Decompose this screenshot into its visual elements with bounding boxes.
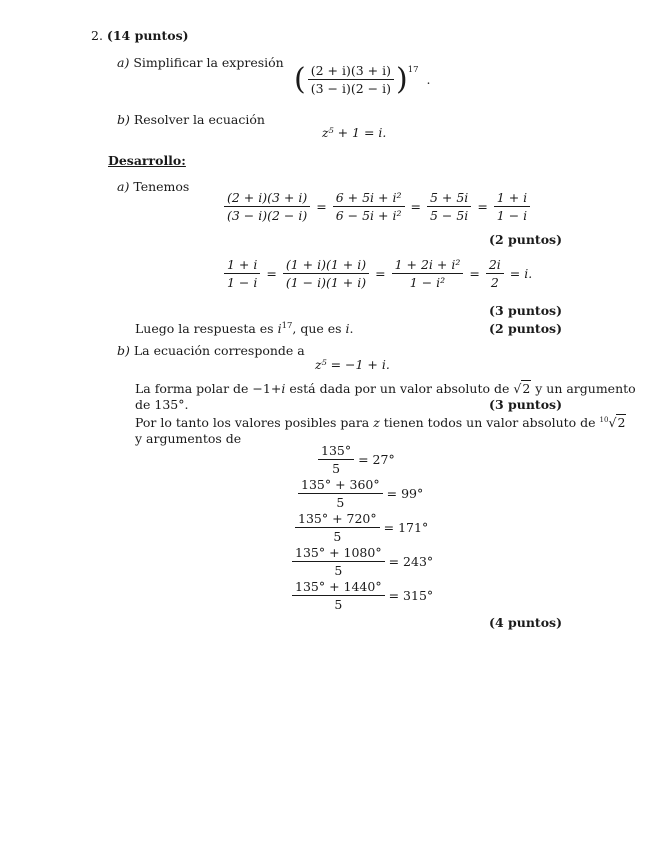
expression-denominator: (3 − i)(2 − i)	[310, 81, 391, 96]
solution-b-intro	[117, 343, 305, 358]
step2-frac4-den: 2	[490, 275, 499, 290]
step1-frac1	[224, 190, 310, 223]
solution-b-label: b)	[117, 343, 130, 358]
equals: =	[316, 199, 327, 214]
step2-frac1	[224, 257, 260, 290]
values-post: tienen todos un valor absoluto de	[379, 415, 600, 430]
arg4-frac	[292, 545, 385, 578]
expression-fraction	[308, 63, 394, 96]
answer-post: , que es	[292, 321, 346, 336]
step2-frac4	[486, 257, 504, 290]
step1-frac1-num: (2 + i)(3 + i)	[224, 190, 310, 207]
values-z: z	[373, 415, 380, 430]
arg4-num: 135° + 1080°	[292, 545, 385, 562]
arg3-num: 135° + 720°	[295, 511, 380, 528]
equals: =	[410, 199, 421, 214]
points-3: (2 puntos)	[489, 321, 562, 336]
tenth-root: √2	[608, 415, 626, 430]
step1-frac4	[494, 190, 530, 223]
root-radicand: 2	[617, 415, 626, 430]
step1-equation	[222, 190, 532, 223]
problem-header	[91, 28, 189, 43]
equals: =	[477, 199, 488, 214]
arg-row-4	[290, 545, 433, 578]
arg3-den: 5	[333, 529, 342, 544]
step2-frac2-num: (1 + i)(1 + i)	[283, 257, 369, 274]
answer-exponent: 17	[281, 320, 293, 331]
expression-period: .	[426, 72, 431, 87]
step1-frac4-den: 1 − i	[496, 208, 528, 223]
equals: =	[266, 266, 277, 281]
arg-row-1	[316, 443, 395, 476]
step1-frac2	[333, 190, 405, 223]
polar-post: y un argumento	[531, 381, 636, 396]
points-1: (2 puntos)	[489, 232, 562, 247]
arg1-result: = 27°	[358, 452, 395, 467]
expression-exponent: 17	[407, 65, 419, 75]
arg3-frac	[295, 511, 380, 544]
answer-line	[135, 321, 354, 336]
solution-a-label: a)	[117, 179, 130, 194]
answer-pre: Luego la respuesta es	[135, 321, 278, 336]
step1-frac4-num: 1 + i	[494, 190, 530, 207]
part-b-label: b)	[117, 112, 130, 127]
step1-frac2-num: 6 + 5i + i²	[333, 190, 405, 207]
sqrt-2: √2	[513, 381, 531, 396]
answer-base: i	[277, 321, 282, 336]
arg3-result: = 171°	[383, 520, 429, 535]
step1-frac2-den: 6 − 5i + i²	[335, 208, 402, 223]
step2-frac3-num: 1 + 2i + i²	[392, 257, 464, 274]
step1-frac1-den: (3 − i)(2 − i)	[227, 208, 308, 223]
points-5: (4 puntos)	[489, 615, 562, 630]
solution-heading: Desarrollo:	[108, 153, 186, 168]
step2-frac4-num: 2i	[486, 257, 504, 274]
step2-result: = i.	[509, 266, 533, 281]
problem-number: 2.	[91, 28, 103, 43]
root-index: 10	[599, 415, 609, 424]
arg5-num: 135° + 1440°	[292, 579, 385, 596]
expression-numerator: (2 + i)(3 + i)	[308, 63, 394, 80]
sqrt-radicand: 2	[522, 381, 531, 396]
polar-line-2: de 135°.	[135, 397, 189, 412]
b-equation: z⁵ = −1 + i.	[315, 357, 390, 372]
arg-row-3	[293, 511, 428, 544]
points-2: (3 puntos)	[489, 303, 562, 318]
polar-mid: está dada por un valor absoluto de	[285, 381, 514, 396]
step2-frac1-den: 1 − i	[227, 275, 258, 290]
step2-frac1-num: 1 + i	[224, 257, 260, 274]
expression	[294, 63, 431, 96]
step2-frac3	[392, 257, 464, 290]
part-b-statement	[117, 112, 265, 127]
step1-frac3-den: 5 − 5i	[429, 208, 469, 223]
equals: =	[469, 266, 480, 281]
solution-b-text: La ecuación corresponde a	[133, 343, 305, 358]
solution-a-intro	[117, 179, 189, 194]
points-4: (3 puntos)	[489, 397, 562, 412]
arg5-result: = 315°	[388, 588, 434, 603]
step2-equation	[222, 257, 532, 290]
arg1-num: 135°	[318, 443, 354, 460]
equals: =	[375, 266, 386, 281]
arg5-den: 5	[334, 597, 343, 612]
part-b-text: Resolver la ecuación	[133, 112, 265, 127]
part-a-statement	[117, 55, 284, 70]
part-a-text: Simplificar la expresión	[133, 55, 284, 70]
polar-i: i	[281, 381, 286, 396]
part-a-label: a)	[117, 55, 130, 70]
arg4-result: = 243°	[388, 554, 434, 569]
arg5-frac	[292, 579, 385, 612]
arg2-num: 135° + 360°	[298, 477, 383, 494]
solution-a-text: Tenemos	[133, 179, 190, 194]
left-paren: (	[294, 61, 306, 97]
arg2-den: 5	[336, 495, 345, 510]
step1-frac3-num: 5 + 5i	[427, 190, 471, 207]
values-line-1	[135, 415, 626, 430]
step2-frac2	[283, 257, 369, 290]
answer-end: .	[349, 321, 354, 336]
arg2-result: = 99°	[386, 486, 424, 501]
step1-frac3	[427, 190, 471, 223]
arg1-den: 5	[332, 461, 341, 476]
arg-row-5	[290, 579, 433, 612]
problem-points: (14 puntos)	[106, 28, 189, 43]
arg1-frac	[318, 443, 354, 476]
right-paren: )	[395, 61, 408, 97]
values-line-2: y argumentos de	[135, 431, 242, 446]
arg-row-2	[296, 477, 423, 510]
problem-equation: z⁵ + 1 = i.	[322, 125, 387, 140]
values-pre: Por lo tanto los valores posibles para	[135, 415, 374, 430]
answer-value: i	[345, 321, 350, 336]
step2-frac3-den: 1 − i²	[409, 275, 446, 290]
polar-line-1	[135, 381, 636, 396]
polar-pre: La forma polar de −1+	[135, 381, 282, 396]
step2-frac2-den: (1 − i)(1 + i)	[285, 275, 367, 290]
arg2-frac	[298, 477, 383, 510]
arg4-den: 5	[334, 563, 343, 578]
